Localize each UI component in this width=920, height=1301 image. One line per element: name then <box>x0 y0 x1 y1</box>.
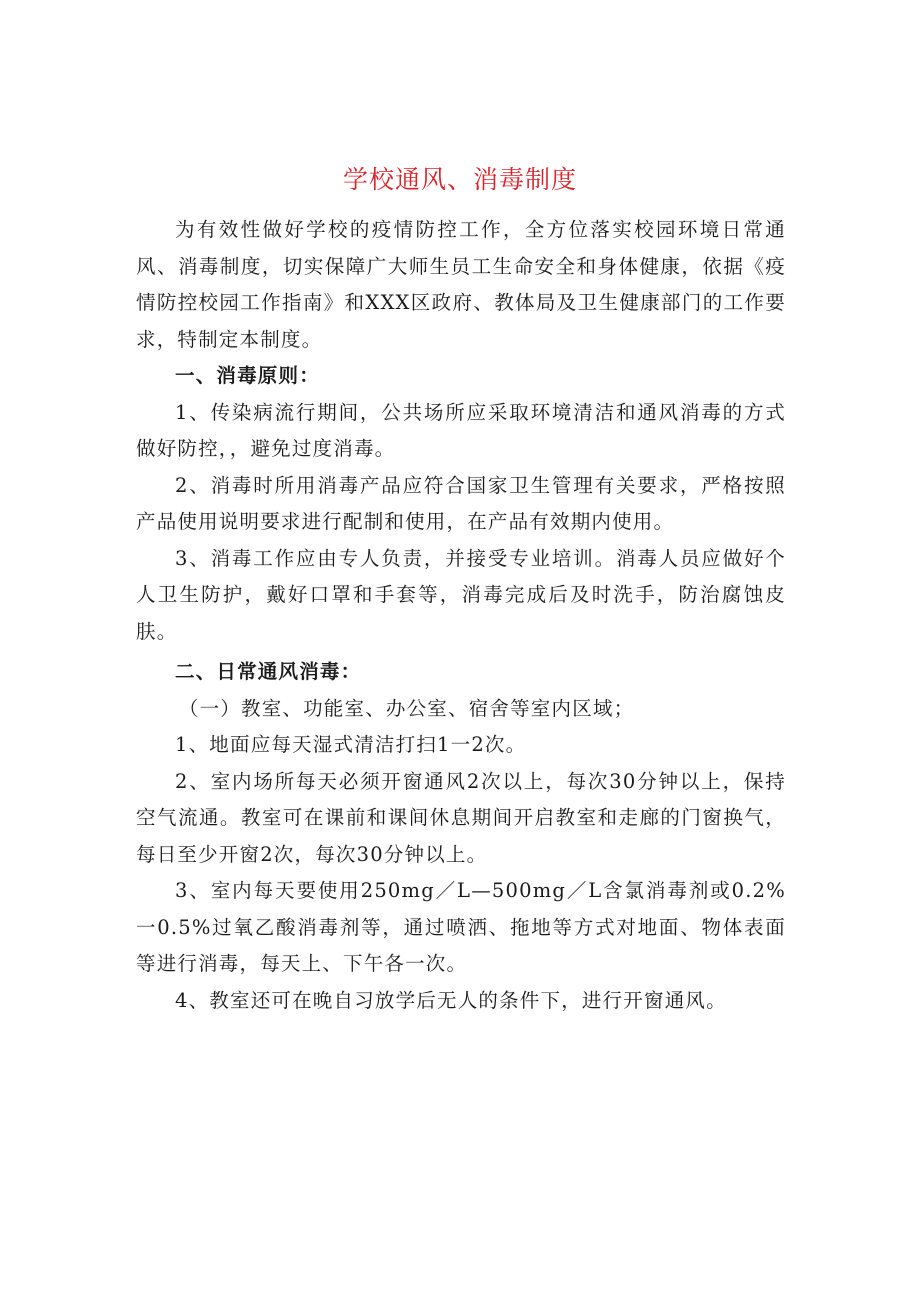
section1-heading: 一、消毒原则： <box>175 364 320 387</box>
section1-item-2: 2、消毒时所用消毒产品应符合国家卫生管理有关要求，严格按照产品使用说明要求进行配制和使用，在产品有效期内使用。 <box>136 473 786 533</box>
section2-subheading: （一）教室、功能室、办公室、宿舍等室内区域； <box>178 696 635 720</box>
section1-item-3: 3、消毒工作应由专人负责，并接受专业培训。消毒人员应做好个人卫生防护，戴好口罩和手套等，消毒完成后及时洗手，防治腐蚀皮肤。 <box>136 546 786 643</box>
document-body <box>136 212 786 1019</box>
section2-item-4: 4、教室还可在晚自习放学后无人的条件下，进行开窗通风。 <box>175 988 727 1012</box>
document-title: 学校通风、消毒制度 <box>342 165 577 194</box>
section2-heading: 二、日常通风消毒： <box>175 660 362 683</box>
section2-item-1: 1、地面应每天湿式清洁打扫1一2次。 <box>175 733 527 756</box>
section1-item-1: 1、传染病流行期间，公共场所应采取环境清洁和通风消毒的方式做好防控，，避免过度消毒。 <box>136 400 786 460</box>
section2-item-2: 2、室内场所每天必须开窗通风2次以上，每次30分钟以上，保持空气流通。教室可在课前和课间休息期间开启教室和走廊的门窗换气，每日至少开窗2次，每次30分钟以上。 <box>136 769 786 866</box>
intro-paragraph: 为有效性做好学校的疫情防控工作，全方位落实校园环境日常通风、消毒制度，切实保障广大师生员工生命安全和身体健康，依据《疫情防控校园工作指南》和XXX区政府、教体局及卫生健康部门的工作要求，特制定本制度。 <box>136 218 786 351</box>
section2-item-3: 3、室内每天要使用250mg／L—500mg／L含氯消毒剂或0.2%一0.5%过氧乙酸消毒剂等，通过喷洒、拖地等方式对地面、物体表面等进行消毒，每天上、下午各一次。 <box>136 879 786 975</box>
